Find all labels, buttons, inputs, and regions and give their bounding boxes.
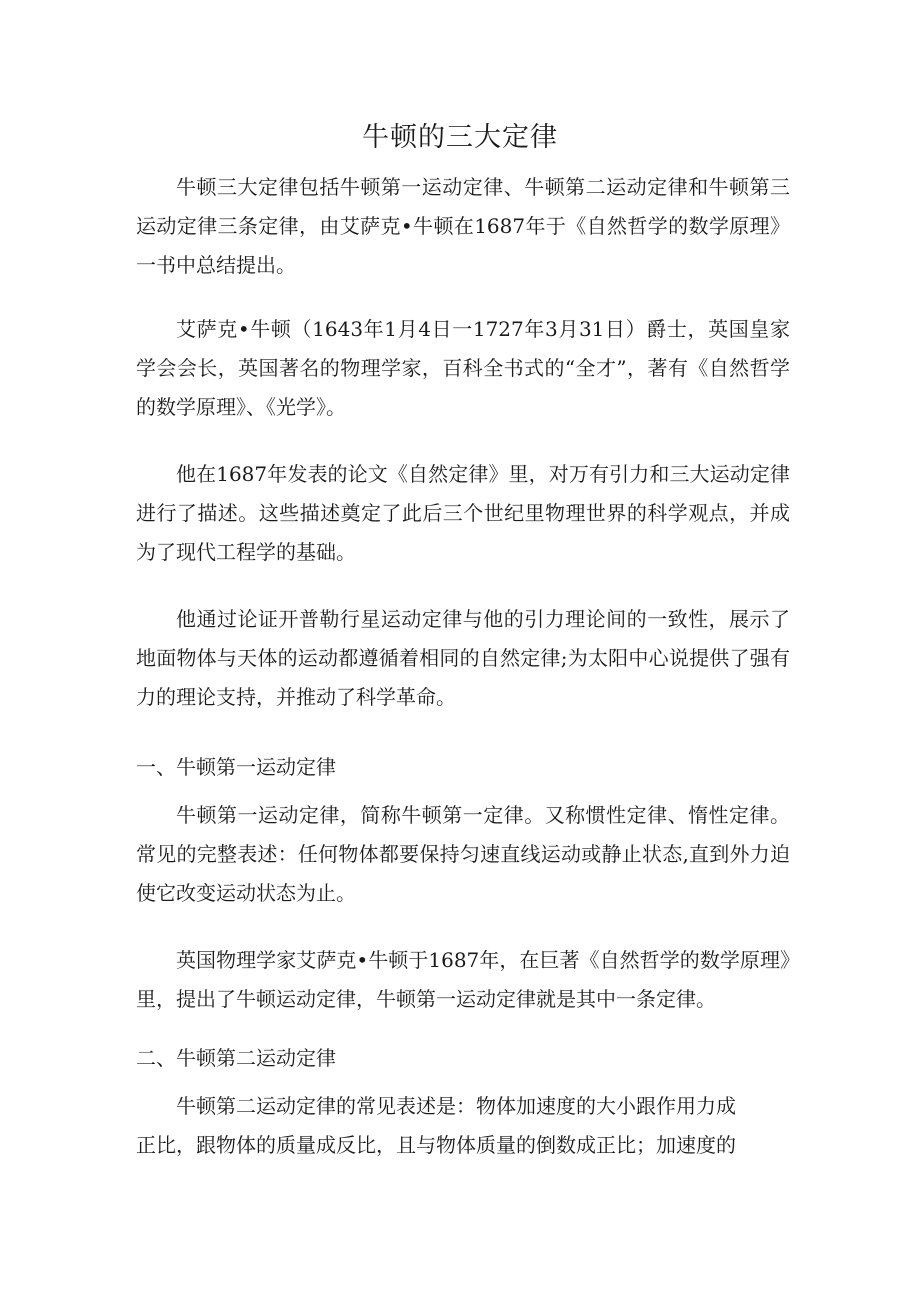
paragraph-second-law-definition: 牛顿第二运动定律的常见表述是：物体加速度的大小跟作用力成正比，跟物体的质量成反比，且与物体质量的倒数成正比；加速度的 bbox=[136, 1094, 736, 1157]
paragraph-kepler: 他通过论证开普勒行星运动定律与他的引力理论间的一致性，展示了地面物体与天体的运动都遵循着相同的自然定律;为太阳中心说提供了强有力的理论支持，并推动了科学革命。 bbox=[136, 607, 790, 709]
paragraph-intro: 牛顿三大定律包括牛顿第一运动定律、牛顿第二运动定律和牛顿第三运动定律三条定律，由艾萨克•牛顿在1687年于《自然哲学的数学原理》一书中总结提出。 bbox=[136, 175, 790, 277]
document-title: 牛顿的三大定律 bbox=[362, 122, 558, 153]
paragraph-biography: 艾萨克•牛顿（1643年1月4日一1727年3月31日）爵士，英国皇家学会会长，英国著名的物理学家，百科全书式的“全才”，著有《自然哲学的数学原理》、《光学》。 bbox=[136, 317, 790, 419]
section-heading-first-law: 一、牛顿第一运动定律 bbox=[136, 755, 336, 779]
paragraph-first-law-definition: 牛顿第一运动定律，简称牛顿第一定律。又称惯性定律、惰性定律。常见的完整表述：任何物体都要保持匀速直线运动或静止状态,直到外力迫使它改变运动状态为止。 bbox=[136, 803, 790, 905]
section-heading-second-law: 二、牛顿第二运动定律 bbox=[136, 1046, 336, 1070]
paragraph-natural-law: 他在1687年发表的论文《自然定律》里，对万有引力和三大运动定律进行了描述。这些描述奠定了此后三个世纪里物理世界的科学观点，并成为了现代工程学的基础。 bbox=[136, 462, 790, 564]
paragraph-first-law-history: 英国物理学家艾萨克•牛顿于1687年，在巨著《自然哲学的数学原理》里，提出了牛顿运动定律，牛顿第一运动定律就是其中一条定律。 bbox=[136, 948, 790, 1011]
